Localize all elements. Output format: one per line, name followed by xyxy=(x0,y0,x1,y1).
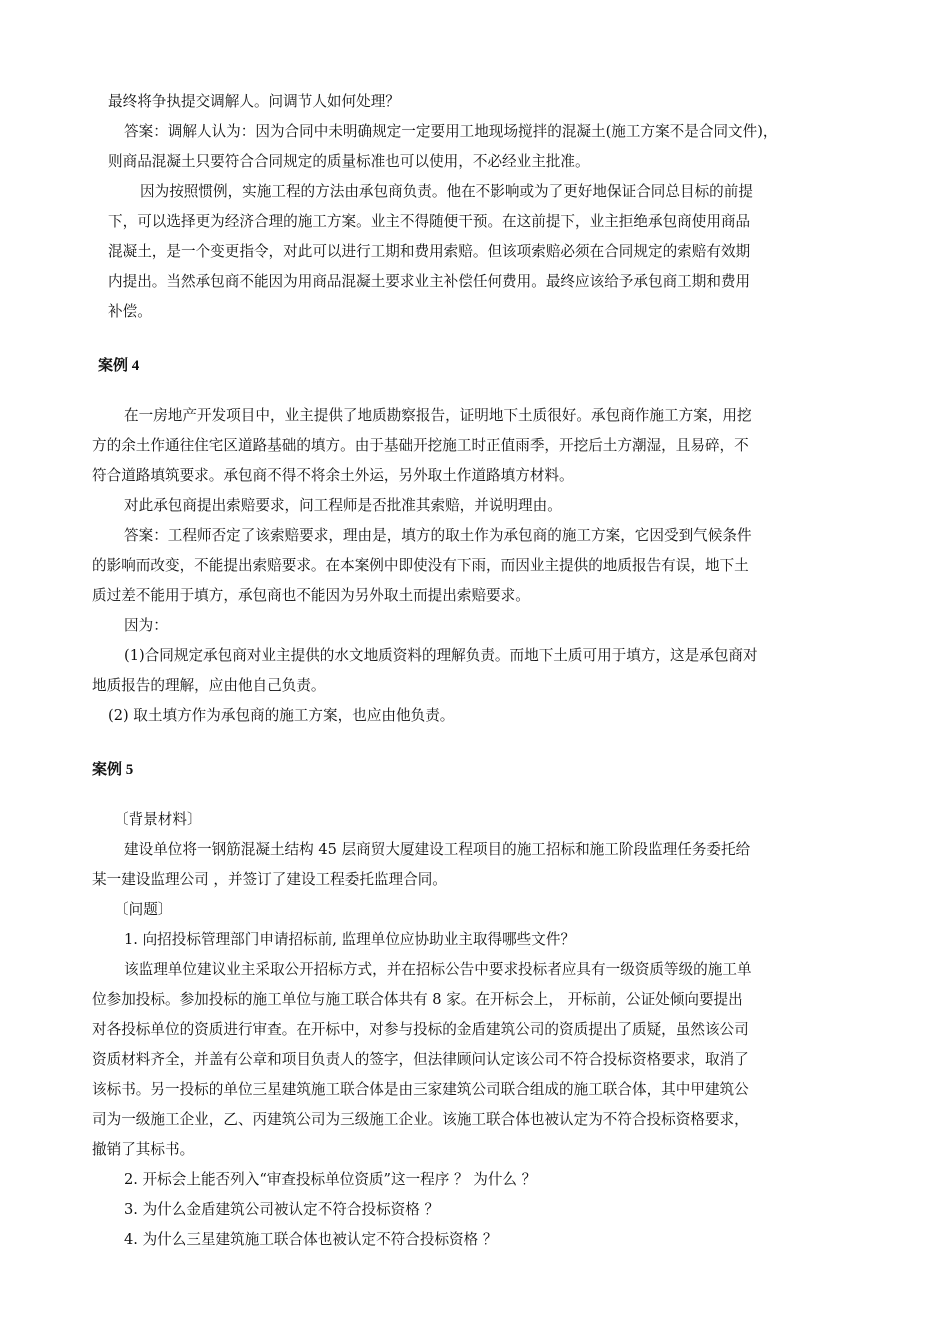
intro-reason-line: 内提出。当然承包商不能因为用商品混凝土要求业主补偿任何费用。最终应该给予承包商工期和费用 xyxy=(108,273,751,290)
case4-heading: 案例 4 xyxy=(98,358,140,374)
case5-question-1: 1. 向招投标管理部门申请招标前, 监理单位应协助业主取得哪些文件？ xyxy=(124,931,576,948)
case4-because: 因为： xyxy=(124,617,168,634)
case5-background-line: 建设单位将一钢筋混凝土结构 45 层商贸大厦建设工程项目的施工招标和施工阶段监理任务委托给 xyxy=(124,841,751,858)
case4-point2: (2) 取土填方作为承包商的施工方案，也应由他负责。 xyxy=(108,707,455,724)
intro-reason-line: 混凝土，是一个变更指令，对此可以进行工期和费用索赔。但该项索赔必须在合同规定的索赔有效期 xyxy=(108,243,751,260)
case5-narrative-line: 对各投标单位的资质进行审查。在开标中，对参与投标的金盾建筑公司的资质提出了质疑，虽然该公司 xyxy=(92,1021,749,1038)
case5-question-2: 2. 开标会上能否列入“审查投标单位资质”这一程序 ？ 为什么 ？ xyxy=(124,1171,537,1188)
case5-narrative-line: 该标书。另一投标的单位三星建筑施工联合体是由三家建筑公司联合组成的施工联合体，其中甲建筑公 xyxy=(92,1081,749,1098)
case4-point1-line: (1)合同规定承包商对业主提供的水文地质资料的理解负责。而地下土质可用于填方，这是承包商对 xyxy=(124,647,758,664)
case5-question-3: 3. 为什么金盾建筑公司被认定不符合投标资格 ？ xyxy=(124,1201,440,1218)
intro-reason-line: 补偿。 xyxy=(108,303,152,320)
case5-heading: 案例 5 xyxy=(92,762,134,778)
case4-answer-line: 答案：工程师否定了该索赔要求，理由是，填方的取土作为承包商的施工方案，它因受到气候条件 xyxy=(124,527,752,544)
case4-answer-line: 质过差不能用于填方，承包商也不能因为另外取土而提出索赔要求。 xyxy=(92,587,530,604)
case4-answer-line: 的影响而改变，不能提出索赔要求。在本案例中即使没有下雨，而因业主提供的地质报告有误，地下土 xyxy=(92,557,749,574)
case5-narrative-line: 位参加投标。参加投标的施工单位与施工联合体共有 8 家。在开标会上， 开标前，公证处倾向要提出 xyxy=(92,991,743,1008)
case4-background-line: 符合道路填筑要求。承包商不得不将余土外运，另外取土作道路填方材料。 xyxy=(92,467,574,484)
intro-reason-line: 因为按照惯例，实施工程的方法由承包商负责。他在不影响或为了更好地保证合同总目标的前提 xyxy=(140,183,753,200)
case4-background-line: 方的余土作通往住宅区道路基础的填方。由于基础开挖施工时正值雨季，开挖后土方潮湿，且易碎，不 xyxy=(92,437,749,454)
case5-question-4: 4. 为什么三星建筑施工联合体也被认定不符合投标资格 ？ xyxy=(124,1231,498,1248)
case5-narrative-line: 撤销了其标书。 xyxy=(92,1141,195,1158)
case5-narrative-line: 资质材料齐全，并盖有公章和项目负责人的签字，但法律顾问认定该公司不符合投标资格要求，取消了 xyxy=(92,1051,749,1068)
case4-point1-line: 地质报告的理解，应由他自己负责。 xyxy=(92,677,326,694)
case5-question-label: 〔问题〕 xyxy=(114,901,173,918)
case5-background-label: 〔背景材料〕 xyxy=(114,811,202,828)
intro-reason-line: 下，可以选择更为经济合理的施工方案。业主不得随便干预。在这前提下，业主拒绝承包商使用商品 xyxy=(108,213,751,230)
intro-answer-line: 答案：调解人认为：因为合同中未明确规定一定要用工地现场搅拌的混凝土(施工方案不是合同文件)， xyxy=(124,123,778,140)
case4-question: 对此承包商提出索赔要求，问工程师是否批准其索赔，并说明理由。 xyxy=(124,497,562,514)
intro-question-tail: 最终将争执提交调解人。问调节人如何处理？ xyxy=(108,93,400,110)
case5-narrative-line: 该监理单位建议业主采取公开招标方式，并在招标公告中要求投标者应具有一级资质等级的施工单 xyxy=(124,961,752,978)
case5-background-line: 某一建设监理公司 ，并签订了建设工程委托监理合同。 xyxy=(92,871,447,888)
case5-narrative-line: 司为一级施工企业，乙、丙建筑公司为三级施工企业。该施工联合体也被认定为不符合投标资格要求， xyxy=(92,1111,749,1128)
intro-answer-line: 则商品混凝土只要符合合同规定的质量标准也可以使用，不必经业主批准。 xyxy=(108,153,590,170)
case4-background-line: 在一房地产开发项目中，业主提供了地质勘察报告，证明地下土质很好。承包商作施工方案，用挖 xyxy=(124,407,752,424)
